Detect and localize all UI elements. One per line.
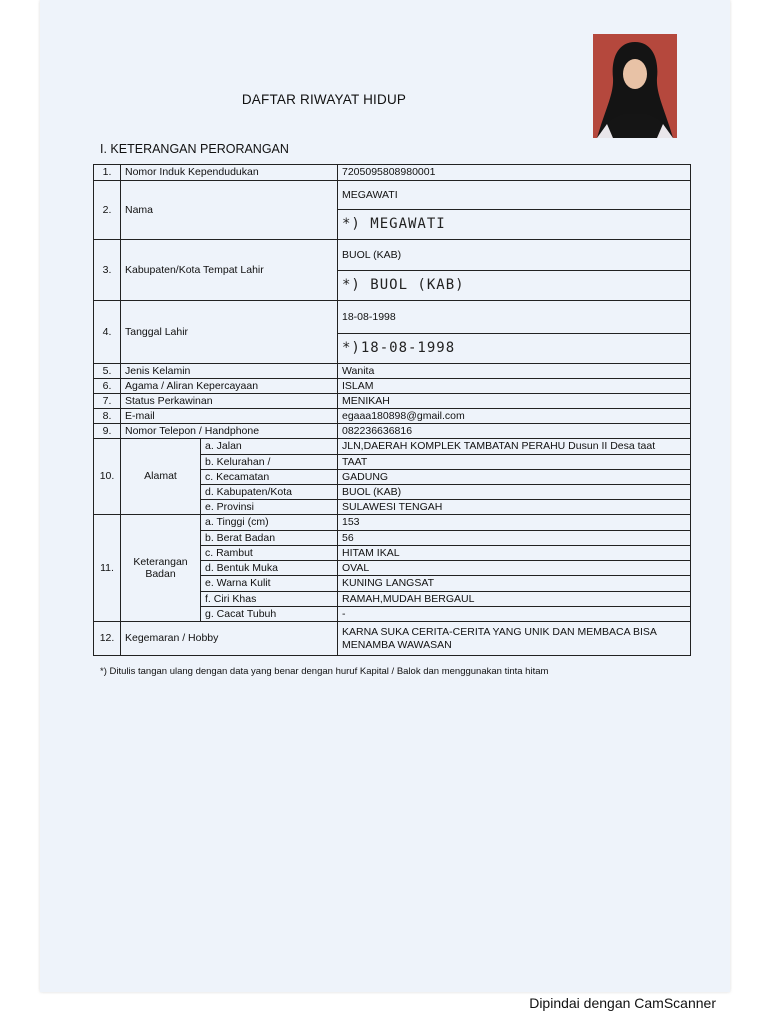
field-value-nama: MEGAWATI xyxy=(338,181,691,210)
sub-label: f. Ciri Khas xyxy=(201,592,338,607)
handwritten-tempat-lahir: *) BUOL (KAB) xyxy=(338,271,691,301)
field-value-status: MENIKAH xyxy=(338,394,691,409)
profile-photo xyxy=(593,34,677,138)
field-label-status: Status Perkawinan xyxy=(121,394,338,409)
sub-label: b. Berat Badan xyxy=(201,531,338,546)
value-line: KARNA SUKA CERITA-CERITA YANG UNIK DAN MEMBACA BISA xyxy=(342,626,657,639)
field-label-tanggal-lahir: Tanggal Lahir xyxy=(121,301,338,364)
field-label-alamat: Alamat xyxy=(121,439,201,515)
row-number: 7. xyxy=(94,394,121,409)
sub-label: d. Bentuk Muka xyxy=(201,561,338,576)
sub-value: TAAT xyxy=(338,455,691,470)
table-row xyxy=(94,439,691,455)
sub-value: 56 xyxy=(338,531,691,546)
value-line: MENAMBA WAWASAN xyxy=(342,638,452,651)
row-number: 10. xyxy=(94,439,121,515)
field-label-tempat-lahir: Kabupaten/Kota Tempat Lahir xyxy=(121,240,338,301)
sub-value: KUNING LANGSAT xyxy=(338,576,691,592)
personal-info-table xyxy=(93,164,691,656)
table-row xyxy=(94,301,691,334)
field-label-keterangan-badan xyxy=(121,515,201,622)
sub-value: RAMAH,MUDAH BERGAUL xyxy=(338,592,691,607)
row-number: 2. xyxy=(94,181,121,240)
field-value-tempat-lahir: BUOL (KAB) xyxy=(338,240,691,271)
row-number: 8. xyxy=(94,409,121,424)
row-number: 3. xyxy=(94,240,121,301)
field-value-agama: ISLAM xyxy=(338,379,691,394)
field-value-tanggal-lahir: 18-08-1998 xyxy=(338,301,691,334)
table-row xyxy=(94,165,691,181)
row-number: 6. xyxy=(94,379,121,394)
table-row xyxy=(94,622,691,656)
row-number: 12. xyxy=(94,622,121,656)
table-row xyxy=(94,364,691,379)
label-line: Badan xyxy=(145,568,176,580)
sub-label: a. Tinggi (cm) xyxy=(201,515,338,531)
sub-value: 153 xyxy=(338,515,691,531)
sub-label: g. Cacat Tubuh xyxy=(201,607,338,622)
handwritten-nama: *) MEGAWATI xyxy=(338,210,691,240)
table-row xyxy=(94,515,691,531)
row-number: 5. xyxy=(94,364,121,379)
person-photo-icon xyxy=(593,34,677,138)
document-title: DAFTAR RIWAYAT HIDUP xyxy=(241,92,407,107)
section-title: I. KETERANGAN PERORANGAN xyxy=(100,142,289,156)
table-row xyxy=(94,409,691,424)
sub-value: HITAM IKAL xyxy=(338,546,691,561)
row-number: 9. xyxy=(94,424,121,439)
field-value-nik: 7205095808980001 xyxy=(338,165,691,181)
field-value-email: egaaa180898@gmail.com xyxy=(338,409,691,424)
sub-value: JLN,DAERAH KOMPLEK TAMBATAN PERAHU Dusun II Desa taat xyxy=(338,439,691,455)
table-row xyxy=(94,181,691,210)
table-row xyxy=(94,394,691,409)
field-label-hobby: Kegemaran / Hobby xyxy=(121,622,338,656)
sub-value: SULAWESI TENGAH xyxy=(338,500,691,515)
field-value-telepon: 082236636816 xyxy=(338,424,691,439)
sub-label: e. Provinsi xyxy=(201,500,338,515)
handwritten-tanggal-lahir: *)18-08-1998 xyxy=(338,334,691,364)
sub-value: BUOL (KAB) xyxy=(338,485,691,500)
sub-value: GADUNG xyxy=(338,470,691,485)
label-line: Keterangan xyxy=(133,555,188,568)
footnote: *) Ditulis tangan ulang dengan data yang benar dengan huruf Kapital / Balok dan menggunakan tinta hitam xyxy=(100,666,549,677)
field-label-agama: Agama / Aliran Kepercayaan xyxy=(121,379,338,394)
sub-label: e. Warna Kulit xyxy=(201,576,338,592)
sub-label: d. Kabupaten/Kota xyxy=(201,485,338,500)
field-label-jenis-kelamin: Jenis Kelamin xyxy=(121,364,338,379)
scanner-watermark: Dipindai dengan CamScanner xyxy=(529,995,716,1011)
table-row xyxy=(94,240,691,271)
field-label-nama: Nama xyxy=(121,181,338,240)
row-number: 4. xyxy=(94,301,121,364)
sub-label: c. Rambut xyxy=(201,546,338,561)
table-row xyxy=(94,379,691,394)
sub-value: - xyxy=(338,607,691,622)
sub-label: a. Jalan xyxy=(201,439,338,455)
field-label-nik: Nomor Induk Kependudukan xyxy=(121,165,338,181)
field-value-jenis-kelamin: Wanita xyxy=(338,364,691,379)
sub-value: OVAL xyxy=(338,561,691,576)
field-label-telepon: Nomor Telepon / Handphone xyxy=(121,424,338,439)
field-label-email: E-mail xyxy=(121,409,338,424)
sub-label: c. Kecamatan xyxy=(201,470,338,485)
field-value-hobby xyxy=(338,622,691,656)
sub-label: b. Kelurahan / xyxy=(201,455,338,470)
row-number: 1. xyxy=(94,165,121,181)
row-number: 11. xyxy=(94,515,121,622)
table-row xyxy=(94,424,691,439)
